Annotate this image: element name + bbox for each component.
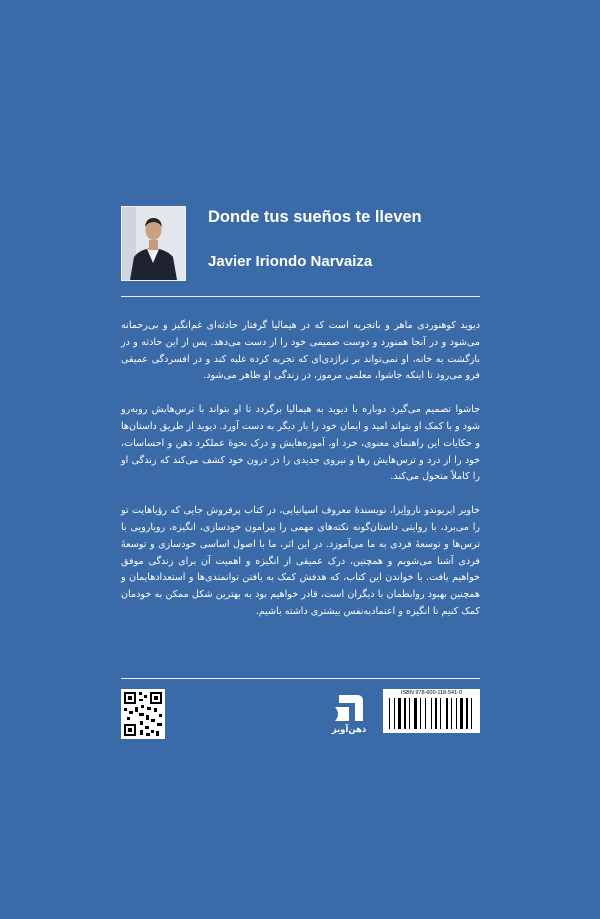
cover-footer [121, 689, 480, 741]
qr-code-icon [121, 689, 165, 739]
book-description [121, 318, 480, 638]
publisher-logo-icon [327, 691, 371, 739]
description-paragraph: جاشوا تصمیم می‌گیرد دوباره با دیوید به هیمالیا برگردد تا او بتواند با ترس‌هایش روبه‌رو شود و با کمک او بتواند امید و ایمان خود را بار دیگر به دست آورد. دیوید از طریق داستان‌ها و حکایات این راهنمای معنوی، خرد او، آموزه‌هایش و درک نحوۀ عملکرد ذهن و احساسات، خود را از درد و ترس‌هایش رها و نیروی جدیدی را در درون خود کشف می‌کند که زندگی او را کاملاً متحول می‌کند. [121, 404, 480, 483]
isbn-label: ISBN 978-600-118-541-0 [400, 690, 463, 696]
description-paragraph: دیوید کوهنوردی ماهر و باتجربه است که در هیمالیا گرفتار حادثه‌ای غم‌انگیز و بی‌رحمانه می‌شود و در آنجا همنورد و دوست صمیمی خود را از دست می‌دهد. پس از این حادثه و در بازگشت به خانه، او نمی‌تواند بر تراژدی‌ای که تجربه کرده غلبه کند و در افسردگی عمیقی فرو می‌رود تا اینکه جاشوا، معلمی مرموز، در زندگی او ظاهر می‌شود. [121, 320, 480, 382]
cover-header [121, 206, 480, 282]
publisher-name: ذهن‌آویز [331, 725, 367, 735]
barcode-icon [383, 689, 480, 733]
divider-top [121, 296, 480, 297]
divider-bottom [121, 678, 480, 679]
book-title: Donde tus sueños te lleven [208, 208, 422, 226]
description-paragraph: خاویر ایریوندو نارواِیزا، نویسندۀ معروف اسپانیایی، در کتاب پرفروش جایی که رؤیاهایت تو را می‌برد، با روایتی داستان‌گونه نکته‌های مهمی را پیرامون خودسازی، انگیزه، رویارویی با ترس‌ها و توسعۀ فردی به ما می‌آموزد. در این اثر، ما با اصول اساسی خودسازی و توسعۀ فردی آشنا می‌شویم و همچنین، درک عمیقی از انگیزه و اهمیت آن برای زندگی موفق خواهیم یافت. با خواندن این کتاب، که هدفش کمک به یافتن توانمندی‌ها و استعدادهایمان و همچنین بهبود روابطمان با دیگران است، قادر خواهیم بود به بهترین شکل ممکن به خودمان کمک کنیم تا انگیزه و اعتمادبه‌نفس بیشتری داشته باشیم. [121, 505, 480, 617]
author-name: Javier Iriondo Narvaiza [208, 253, 373, 270]
author-photo [121, 206, 186, 281]
